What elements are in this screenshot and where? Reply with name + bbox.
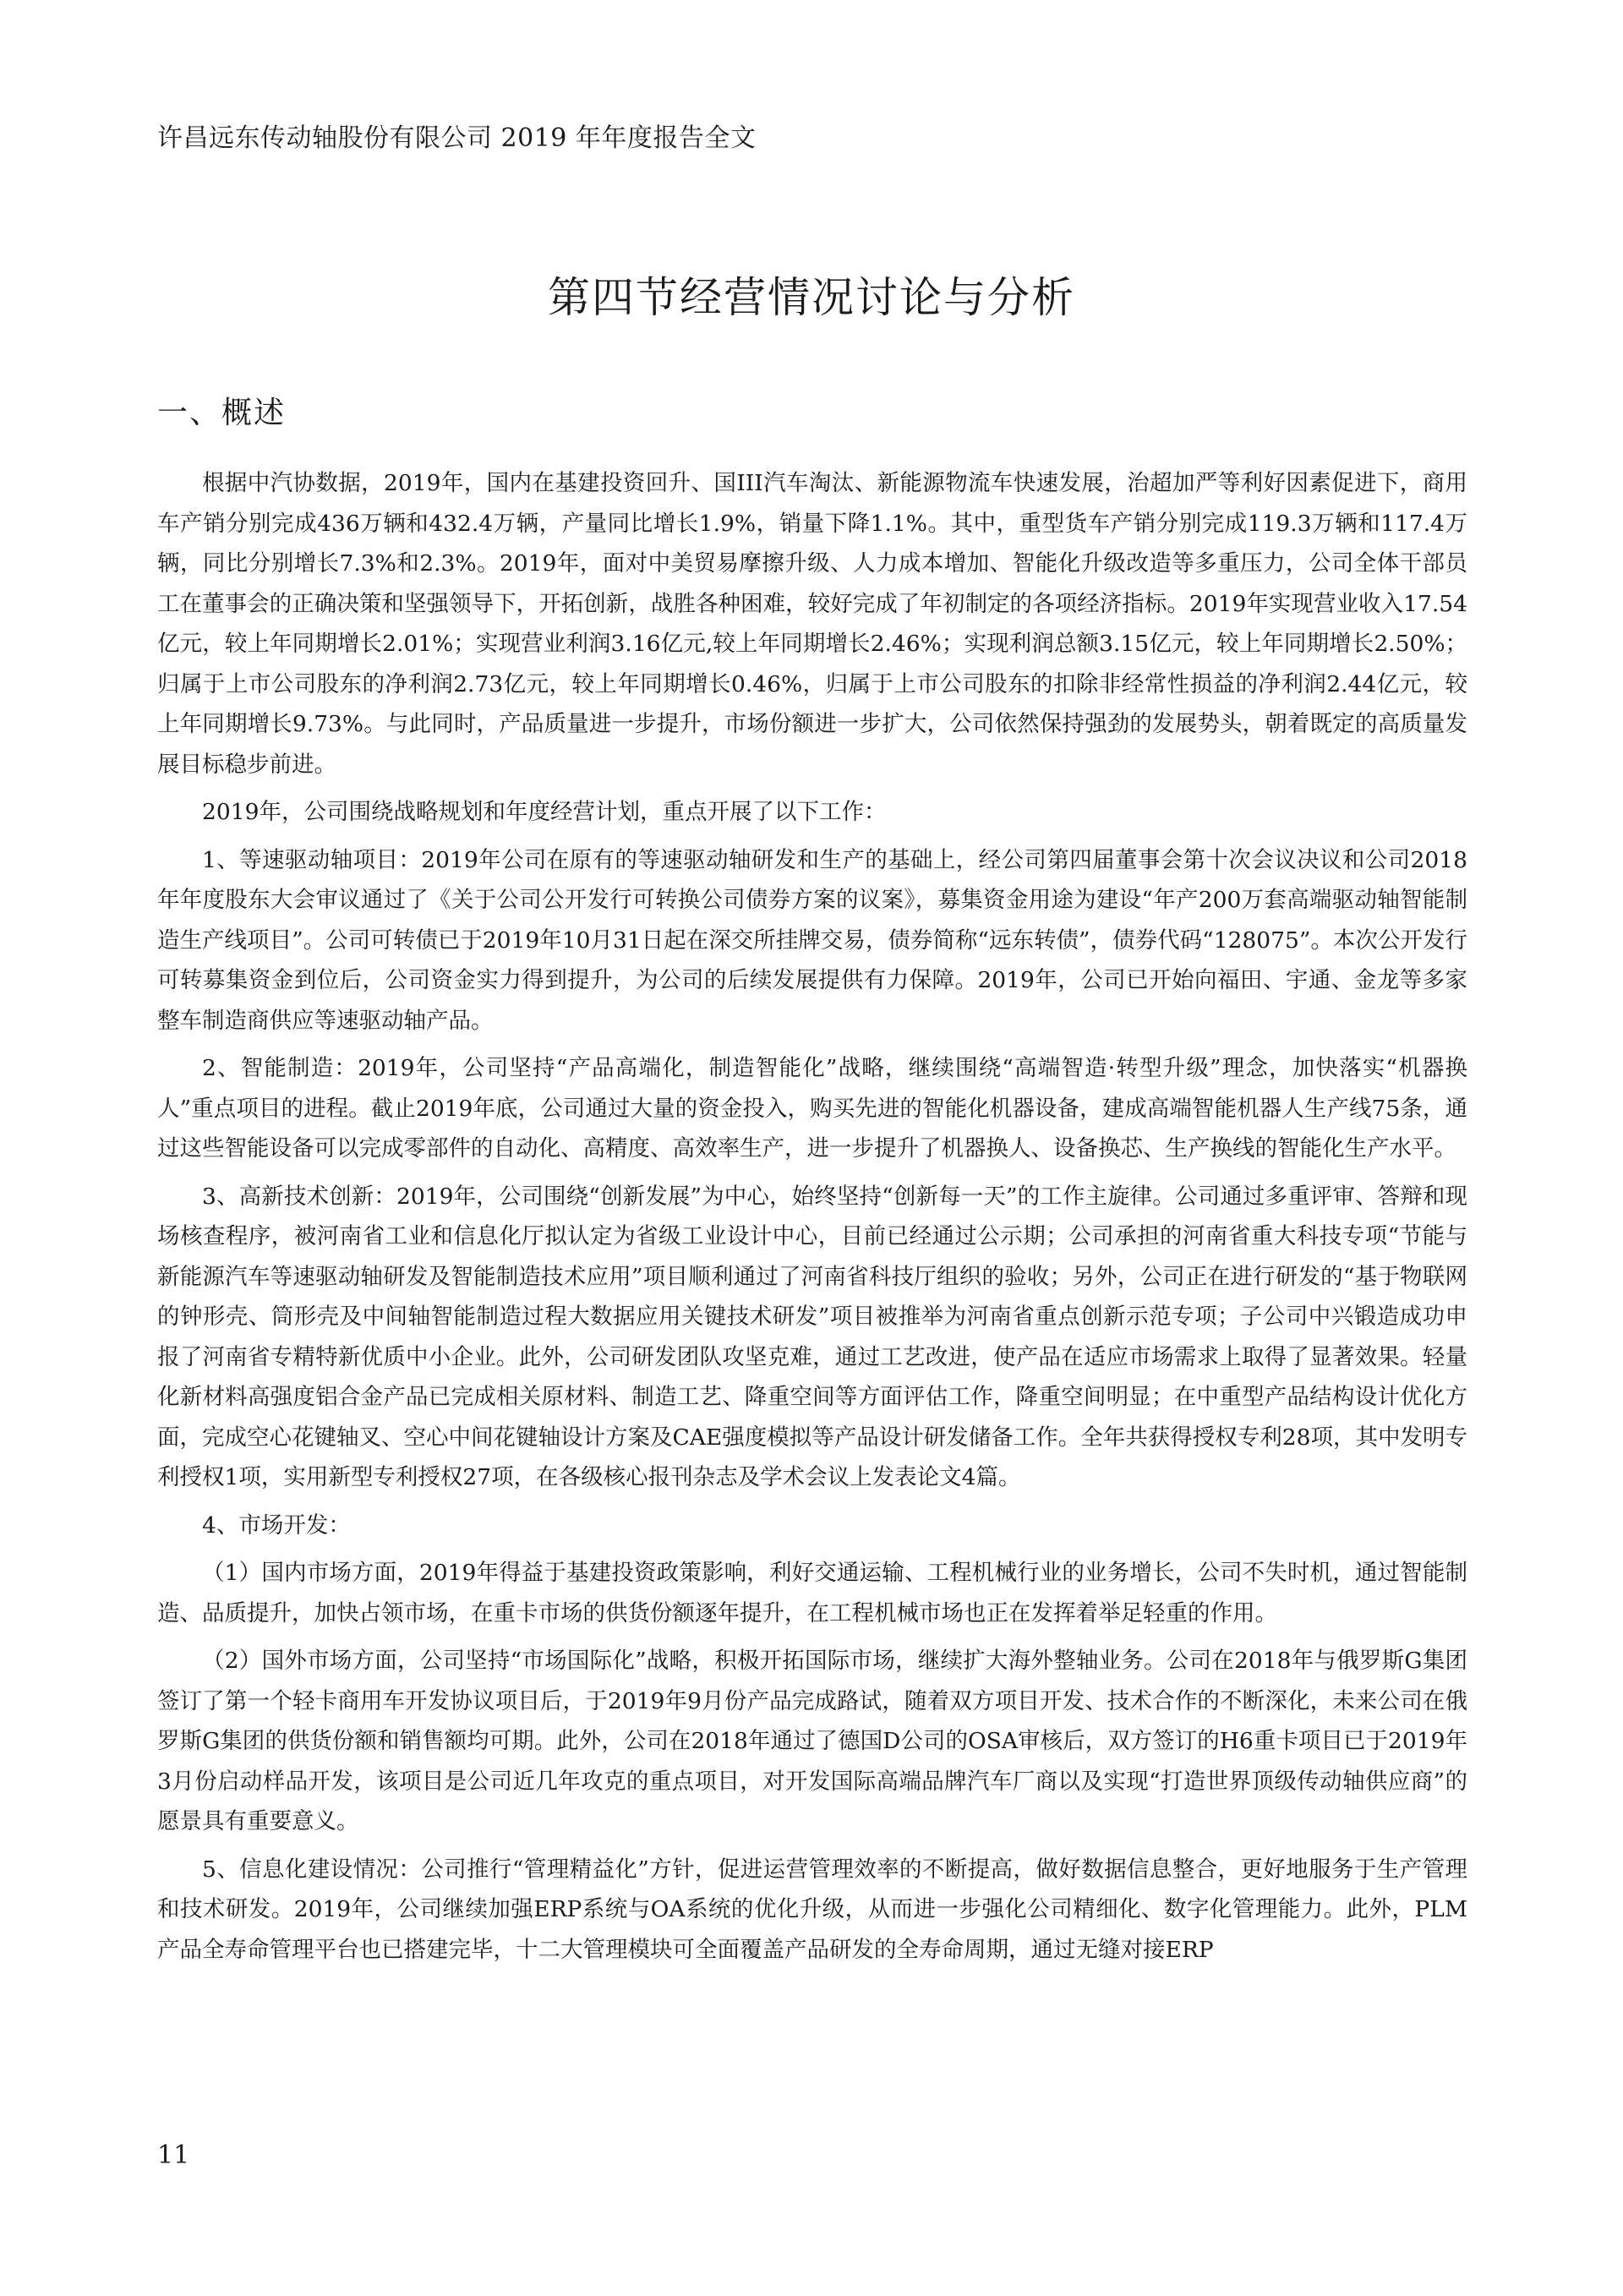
page-number: 11 xyxy=(157,2140,190,2170)
paragraph: 2019年，公司围绕战略规划和年度经营计划，重点开展了以下工作： xyxy=(202,799,887,825)
paragraph: 4、市场开发： xyxy=(202,1512,351,1539)
paragraph: （2）国外市场方面，公司坚持“市场国际化”战略，积极开拓国际市场，继续扩大海外整轴业务。公司在2018年与俄罗斯G集团签订了第一个轻卡商用车开发协议项目后，于2019年9月份产品完成路试，随着双方项目开发、技术合作的不断深化，未来公司在俄罗斯G集团的供货份额和销售额均可期。此外，公司在2018年通过了德国D公司的OSA审核后，双方签订的H6重卡项目已于2019年3月份启动样品开发，该项目是公司近几年攻克的重点项目，对开发国际高端品牌汽车厂商以及实现“打造世界顶级传动轴供应商”的愿景具有重要意义。 xyxy=(157,1648,1467,1834)
running-header: 许昌远东传动轴股份有限公司 2019 年年度报告全文 xyxy=(157,123,757,153)
paragraph: 3、高新技术创新：2019年，公司围绕“创新发展”为中心，始终坚持“创新每一天”的工作主旋律。公司通过多重评审、答辩和现场核查程序，被河南省工业和信息化厅拟认定为省级工业设计中心，目前已经通过公示期；公司承担的河南省重大科技专项“节能与新能源汽车等速驱动轴研发及智能制造技术应用”项目顺利通过了河南省科技厅组织的验收；另外，公司正在进行研发的“基于物联网的钟形壳、筒形壳及中间轴智能制造过程大数据应用关键技术研发”项目被推举为河南省重点创新示范专项；子公司中兴锻造成功申报了河南省专精特新优质中小企业。此外，公司研发团队攻坚克难，通过工艺改进，使产品在适应市场需求上取得了显著效果。轻量化新材料高强度铝合金产品已完成相关原材料、制造工艺、降重空间等方面评估工作，降重空间明显；在中重型产品结构设计优化方面，完成空心花键轴叉、空心中间花键轴设计方案及CAE强度模拟等产品设计研发储备工作。全年共获得授权专利28项，其中发明专利授权1项，实用新型专利授权27项，在各级核心报刊杂志及学术会议上发表论文4篇。 xyxy=(157,1183,1467,1490)
paragraph: 5、信息化建设情况：公司推行“管理精益化”方针，促进运营管理效率的不断提高，做好数据信息整合，更好地服务于生产管理和技术研发。2019年，公司继续加强ERP系统与OA系统的优化升级，从而进一步强化公司精细化、数字化管理能力。此外，PLM产品全寿命管理平台也已搭建完毕，十二大管理模块可全面覆盖产品研发的全寿命周期，通过无缝对接ERP xyxy=(157,1856,1467,1963)
paragraph: 1、等速驱动轴项目：2019年公司在原有的等速驱动轴研发和生产的基础上，经公司第四届董事会第十次会议决议和公司2018年年度股东大会审议通过了《关于公司公开发行可转换公司债券方案的议案》，募集资金用途为建设“年产200万套高端驱动轴智能制造生产线项目”。公司可转债已于2019年10月31日起在深交所挂牌交易，债券简称“远东转债”，债券代码“128075”。本次公开发行可转募集资金到位后，公司资金实力得到提升，为公司的后续发展提供有力保障。2019年，公司已开始向福田、宇通、金龙等多家整车制造商供应等速驱动轴产品。 xyxy=(157,846,1467,1034)
paragraph: 2、智能制造：2019年，公司坚持“产品高端化，制造智能化”战略，继续围绕“高端智造·转型升级”理念，加快落实“机器换人”重点项目的进程。截止2019年底，公司通过大量的资金投入，购买先进的智能化机器设备，建成高端智能机器人生产线75条，通过这些智能设备可以完成零部件的自动化、高精度、高效率生产，进一步提升了机器换人、设备换芯、生产换线的智能化生产水平。 xyxy=(157,1055,1467,1162)
paragraph: （1）国内市场方面，2019年得益于基建投资政策影响，利好交通运输、工程机械行业的业务增长，公司不失时机，通过智能制造、品质提升，加快占领市场，在重卡市场的供货份额逐年提升，在工程机械市场也正在发挥着举足轻重的作用。 xyxy=(157,1560,1467,1626)
paragraph: 根据中汽协数据，2019年，国内在基建投资回升、国III汽车淘汰、新能源物流车快速发展，治超加严等利好因素促进下，商用车产销分别完成436万辆和432.4万辆，产量同比增长1.9%，销量下降1.1%。其中，重型货车产销分别完成119.3万辆和117.4万辆，同比分别增长7.3%和2.3%。2019年，面对中美贸易摩擦升级、人力成本增加、智能化升级改造等多重压力，公司全体干部员工在董事会的正确决策和坚强领导下，开拓创新，战胜各种困难，较好完成了年初制定的各项经济指标。2019年实现营业收入17.54亿元，较上年同期增长2.01%；实现营业利润3.16亿元,较上年同期增长2.46%；实现利润总额3.15亿元，较上年同期增长2.50%；归属于上市公司股东的净利润2.73亿元，较上年同期增长0.46%，归属于上市公司股东的扣除非经常性损益的净利润2.44亿元，较上年同期增长9.73%。与此同时，产品质量进一步提升，市场份额进一步扩大，公司依然保持强劲的发展势头，朝着既定的高质量发展目标稳步前进。 xyxy=(157,470,1467,778)
page-title: 第四节经营情况讨论与分析 xyxy=(548,273,1075,322)
body-text xyxy=(157,463,1467,1977)
section-heading: 一、概述 xyxy=(157,396,287,430)
